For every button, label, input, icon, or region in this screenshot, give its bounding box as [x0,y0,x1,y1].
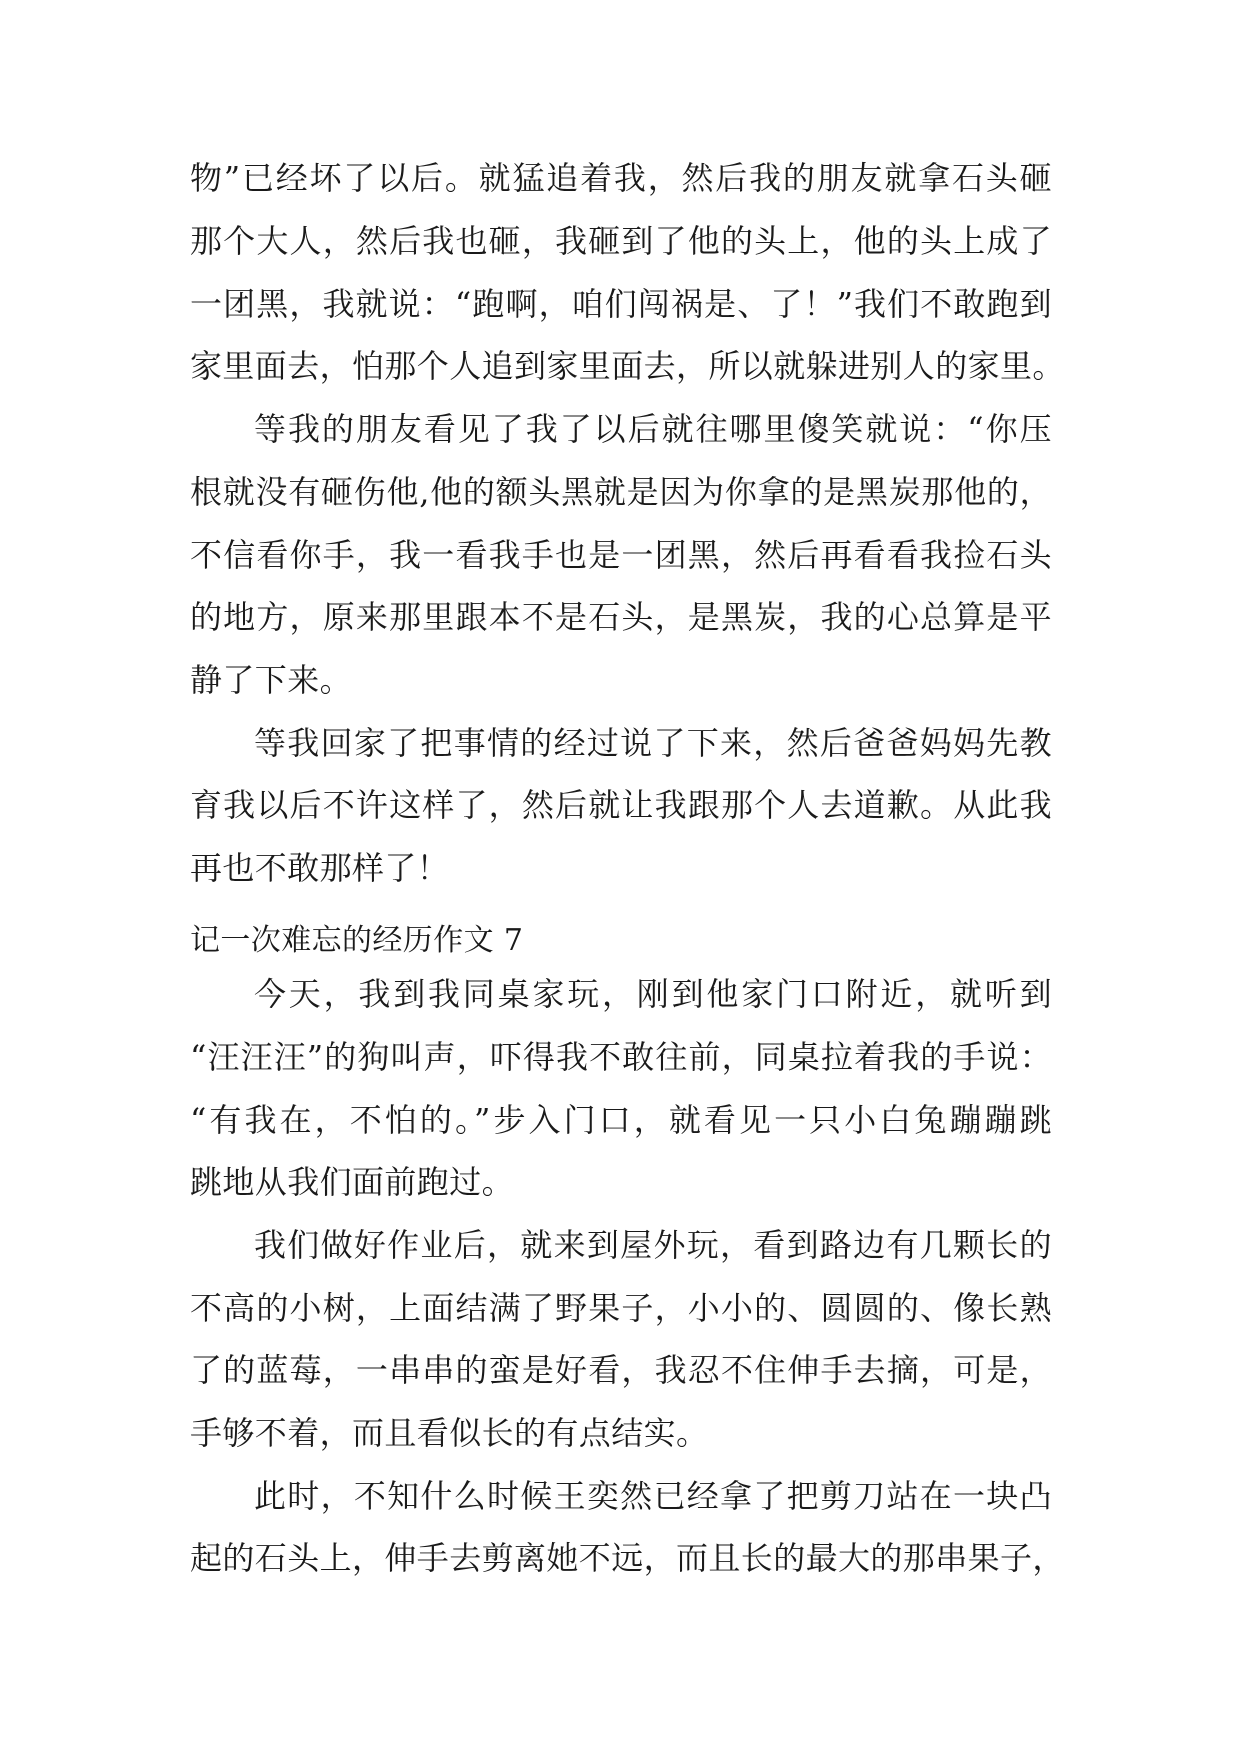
text-line: 根就没有砸伤他,他的额头黑就是因为你拿的是黑炭那他的， [190,473,1052,511]
paragraph-start-line: 今天，我到我同桌家玩，刚到他家门口附近，就听到 [254,975,1052,1013]
text-line: 的地方，原来那里跟本不是石头，是黑炭，我的心总算是平 [190,598,1052,636]
text-line: “有我在，不怕的。”步入门口，就看见一只小白兔蹦蹦跳 [190,1101,1052,1139]
text-line: 育我以后不许这样了，然后就让我跟那个人去道歉。从此我 [190,786,1052,824]
text-line: “汪汪汪”的狗叫声，吓得我不敢往前，同桌拉着我的手说： [190,1038,1052,1076]
text-line: 静了下来。 [190,661,353,699]
paragraph-start-line: 我们做好作业后，就来到屋外玩，看到路边有几颗长的 [254,1226,1052,1264]
text-line: 物”已经坏了以后。就猛追着我，然后我的朋友就拿石头砸 [190,159,1052,197]
essay-title: 记一次难忘的经历作文 7 [190,923,524,958]
paragraph-start-line: 等我回家了把事情的经过说了下来，然后爸爸妈妈先教 [254,724,1052,762]
text-line: 跳地从我们面前跑过。 [190,1163,515,1201]
text-line: 不高的小树，上面结满了野果子，小小的、圆圆的、像长熟 [190,1289,1052,1327]
text-line: 那个大人，然后我也砸，我砸到了他的头上，他的头上成了 [190,222,1052,260]
text-line: 再也不敢那样了！ [190,849,450,887]
text-line: 不信看你手，我一看我手也是一团黑，然后再看看我捡石头 [190,536,1052,574]
text-line: 家里面去，怕那个人追到家里面去，所以就躲进别人的家里。 [190,347,1065,385]
text-line: 手够不着，而且看似长的有点结实。 [190,1414,709,1452]
paragraph-start-line: 等我的朋友看见了我了以后就往哪里傻笑就说：“你压 [254,410,1052,448]
text-line: 了的蓝莓，一串串的蛮是好看，我忍不住伸手去摘，可是， [190,1351,1052,1389]
paragraph-start-line: 此时，不知什么时候王奕然已经拿了把剪刀站在一块凸 [254,1477,1052,1515]
text-line: 一团黑，我就说：“跑啊，咱们闯祸是、了！”我们不敢跑到 [190,285,1052,323]
text-line: 起的石头上，伸手去剪离她不远，而且长的最大的那串果子， [190,1539,1065,1577]
